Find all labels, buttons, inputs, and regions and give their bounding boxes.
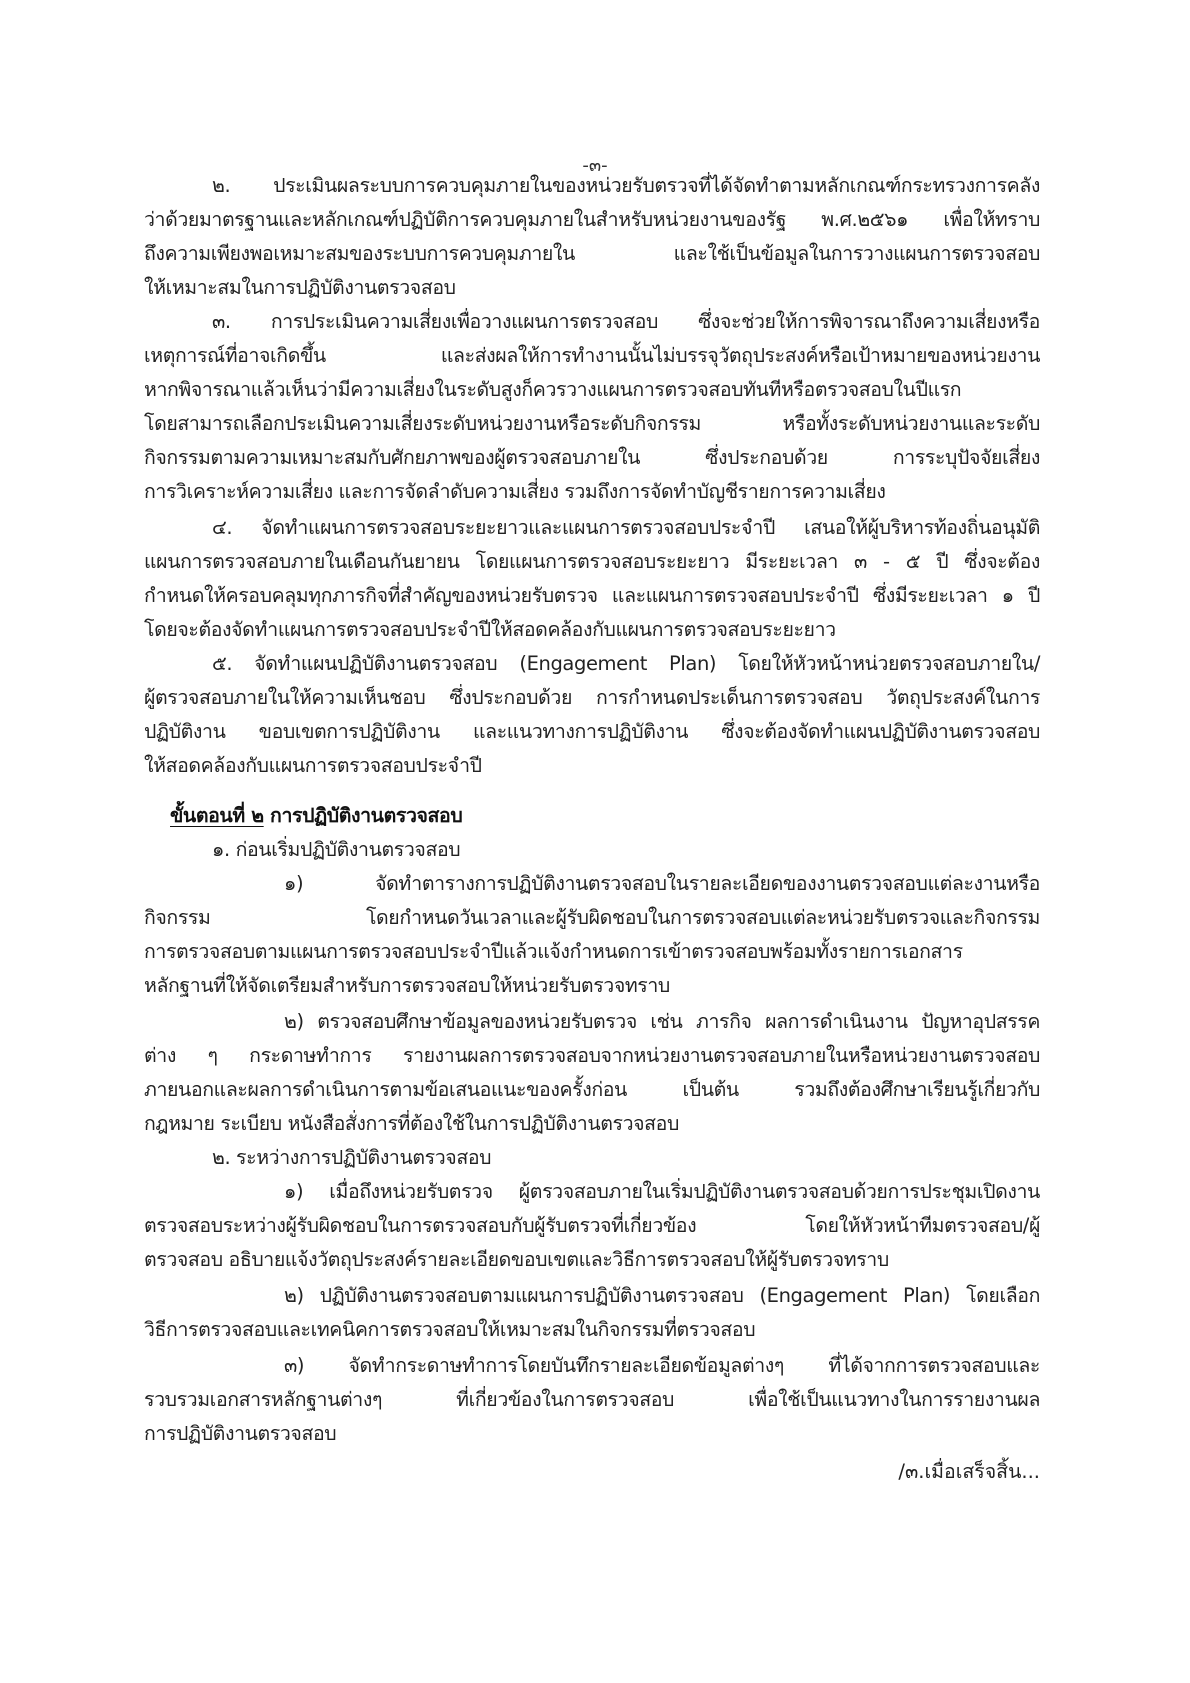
paragraph-line: ต่าง ๆ กระดาษทำการ รายงานผลการตรวจสอบจากหน่วยงานตรวจสอบภายในหรือหน่วยงานตรวจสอบ (144, 1044, 1040, 1067)
paragraph-line: ถึงความเพียงพอเหมาะสมของระบบการควบคุมภายใน และใช้เป็นข้อมูลในการวางแผนการตรวจสอบ (144, 242, 1040, 265)
paragraph-line: ๑) เมื่อถึงหน่วยรับตรวจ ผู้ตรวจสอบภายในเริ่มปฏิบัติงานตรวจสอบด้วยการประชุมเปิดงาน (284, 1180, 1040, 1203)
paragraph-line: การปฏิบัติงานตรวจสอบ (144, 1422, 337, 1445)
paragraph-line: แผนการตรวจสอบภายในเดือนกันยายน โดยแผนการตรวจสอบระยะยาว มีระยะเวลา ๓ - ๕ ปี ซึ่งจะต้อง (144, 550, 1040, 573)
paragraph-line: หลักฐานที่ให้จัดเตรียมสำหรับการตรวจสอบให้หน่วยรับตรวจทราบ (144, 974, 670, 997)
step-title: การปฏิบัติงานตรวจสอบ (263, 804, 463, 827)
paragraph-line: กำหนดให้ครอบคลุมทุกภารกิจที่สำคัญของหน่วยรับตรวจ และแผนการตรวจสอบประจำปี ซึ่งมีระยะเวลา ๑ ปี (144, 584, 1040, 607)
paragraph-line: ๔. จัดทำแผนการตรวจสอบระยะยาวและแผนการตรวจสอบประจำปี เสนอให้ผู้บริหารท้องถิ่นอนุมัติ (212, 516, 1040, 539)
paragraph-line: เหตุการณ์ที่อาจเกิดขึ้น และส่งผลให้การทำงานนั้นไม่บรรจุวัตถุประสงค์หรือเป้าหมายของหน่วยงาน (144, 344, 1040, 367)
paragraph-line: ให้เหมาะสมในการปฏิบัติงานตรวจสอบ (144, 276, 456, 299)
paragraph-line: ๑) จัดทำตารางการปฏิบัติงานตรวจสอบในรายละเอียดของงานตรวจสอบแต่ละงานหรือ (284, 872, 1040, 895)
paragraph-line: กฎหมาย ระเบียบ หนังสือสั่งการที่ต้องใช้ในการปฏิบัติงานตรวจสอบ (144, 1112, 679, 1135)
paragraph-line: ตรวจสอบ อธิบายแจ้งวัตถุประสงค์รายละเอียดขอบเขตและวิธีการตรวจสอบให้ผู้รับตรวจทราบ (144, 1248, 889, 1271)
paragraph-line: โดยจะต้องจัดทำแผนการตรวจสอบประจำปีให้สอดคล้องกับแผนการตรวจสอบระยะยาว (144, 618, 836, 641)
paragraph-line: ๕. จัดทำแผนปฏิบัติงานตรวจสอบ (Engagement Plan) โดยให้หัวหน้าหน่วยตรวจสอบภายใน/ (212, 652, 1040, 675)
paragraph-line: รวบรวมเอกสารหลักฐานต่างๆ ที่เกี่ยวข้องในการตรวจสอบ เพื่อใช้เป็นแนวทางในการรายงานผล (144, 1388, 1040, 1411)
paragraph-line: ผู้ตรวจสอบภายในให้ความเห็นชอบ ซึ่งประกอบด้วย การกำหนดประเด็นการตรวจสอบ วัตถุประสงค์ในการ (144, 686, 1040, 709)
paragraph-line: ตรวจสอบระหว่างผู้รับผิดชอบในการตรวจสอบกับผู้รับตรวจที่เกี่ยวข้อง โดยให้หัวหน้าทีมตรวจสอบ/ผู้ (144, 1214, 1040, 1237)
paragraph-line: วิธีการตรวจสอบและเทคนิคการตรวจสอบให้เหมาะสมในกิจกรรมที่ตรวจสอบ (144, 1318, 756, 1341)
paragraph-line: หากพิจารณาแล้วเห็นว่ามีความเสี่ยงในระดับสูงก็ควรวางแผนการตรวจสอบทันทีหรือตรวจสอบในปีแรก (144, 378, 962, 401)
page-number: -๓- (582, 155, 608, 176)
paragraph-line: ๓. การประเมินความเสี่ยงเพื่อวางแผนการตรวจสอบ ซึ่งจะช่วยให้การพิจารณาถึงความเสี่ยงหรือ (212, 310, 1040, 333)
paragraph-line: โดยสามารถเลือกประเมินความเสี่ยงระดับหน่วยงานหรือระดับกิจกรรม หรือทั้งระดับหน่วยงานและระดับ (144, 412, 1040, 435)
paragraph-line: ๒) ตรวจสอบศึกษาข้อมูลของหน่วยรับตรวจ เช่น ภารกิจ ผลการดำเนินงาน ปัญหาอุปสรรค (284, 1010, 1040, 1033)
paragraph-line: ภายนอกและผลการดำเนินการตามข้อเสนอแนะของครั้งก่อน เป็นต้น รวมถึงต้องศึกษาเรียนรู้เกี่ยวกับ (144, 1078, 1040, 1101)
paragraph-line: ๒) ปฏิบัติงานตรวจสอบตามแผนการปฏิบัติงานตรวจสอบ (Engagement Plan) โดยเลือก (284, 1284, 1040, 1307)
paragraph-line: ว่าด้วยมาตรฐานและหลักเกณฑ์ปฏิบัติการควบคุมภายในสำหรับหน่วยงานของรัฐ พ.ศ.๒๕๖๑ เพื่อให้ทราบ (144, 208, 1040, 231)
step-label: ขั้นตอนที่ ๒ (170, 804, 264, 827)
subsection-heading: ๑. ก่อนเริ่มปฏิบัติงานตรวจสอบ (212, 838, 461, 861)
section-heading (170, 800, 1066, 832)
paragraph-line: กิจกรรมตามความเหมาะสมกับศักยภาพของผู้ตรวจสอบภายใน ซึ่งประกอบด้วย การระบุปัจจัยเสี่ยง (144, 446, 1040, 469)
paragraph-line: การวิเคราะห์ความเสี่ยง และการจัดลำดับความเสี่ยง รวมถึงการจัดทำบัญชีรายการความเสี่ยง (144, 480, 886, 503)
paragraph-line: ให้สอดคล้องกับแผนการตรวจสอบประจำปี (144, 754, 482, 777)
paragraph-line: ๒. ประเมินผลระบบการควบคุมภายในของหน่วยรับตรวจที่ได้จัดทำตามหลักเกณฑ์กระทรวงการคลัง (212, 174, 1040, 197)
paragraph-line: กิจกรรม โดยกำหนดวันเวลาและผู้รับผิดชอบในการตรวจสอบแต่ละหน่วยรับตรวจและกิจกรรม (144, 906, 1040, 929)
continuation-note: /๓.เมื่อเสร็จสิ้น... (898, 1460, 1040, 1483)
paragraph-line: การตรวจสอบตามแผนการตรวจสอบประจำปีแล้วแจ้งกำหนดการเข้าตรวจสอบพร้อมทั้งรายการเอกสาร (144, 940, 963, 963)
subsection-heading: ๒. ระหว่างการปฏิบัติงานตรวจสอบ (212, 1146, 492, 1169)
paragraph-line: ปฏิบัติงาน ขอบเขตการปฏิบัติงาน และแนวทางการปฏิบัติงาน ซึ่งจะต้องจัดทำแผนปฏิบัติงานตรวจสอบ (144, 720, 1040, 743)
paragraph-line: ๓) จัดทำกระดาษทำการโดยบันทึกรายละเอียดข้อมูลต่างๆ ที่ได้จากการตรวจสอบและ (284, 1354, 1040, 1377)
